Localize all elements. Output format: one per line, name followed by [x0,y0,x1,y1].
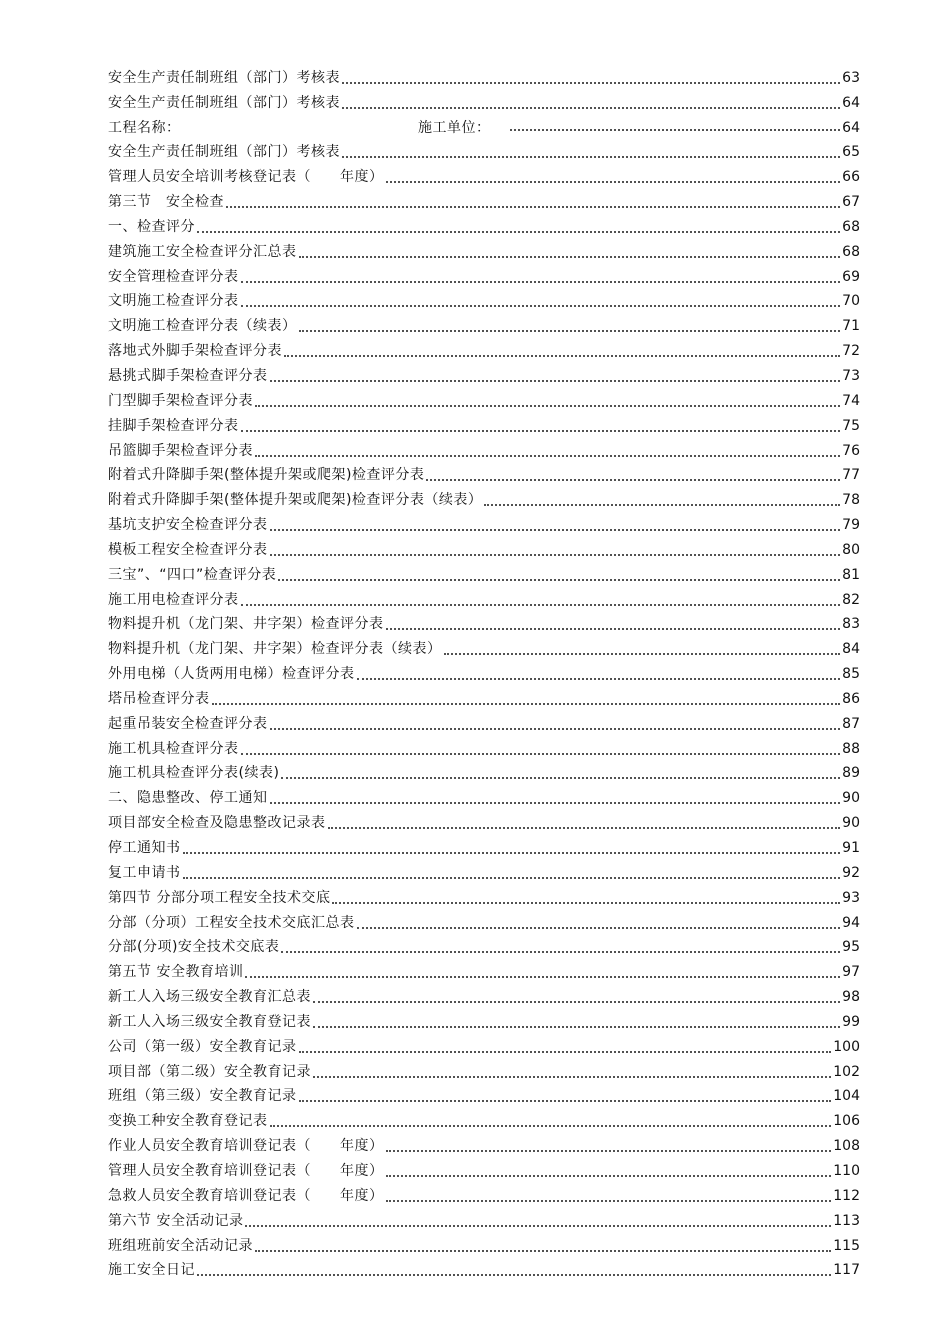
toc-entry-label: 附着式升降脚手架(整体提升架或爬架)检查评分表（续表） [108,492,483,509]
toc-entry[interactable] [108,335,860,360]
toc-entry-page-number: 112 [833,1187,860,1204]
toc-entry[interactable] [108,460,860,485]
toc-entry-page-number: 94 [842,914,860,931]
toc-entry[interactable] [108,1230,860,1255]
toc-entry[interactable] [108,1255,860,1280]
toc-entry-label: 施工用电检查评分表 [108,591,239,608]
toc-entry[interactable] [108,186,860,211]
dot-leader [241,271,841,283]
toc-entry[interactable] [108,733,860,758]
toc-entry-page-number: 95 [842,939,860,956]
dot-leader [299,1090,832,1102]
toc-entry-label: 项目部（第二级）安全教育记录 [108,1063,311,1080]
toc-entry-label: 文明施工检查评分表 [108,293,239,310]
toc-entry-page-number: 73 [842,367,860,384]
dot-leader [281,941,840,953]
dot-leader [386,618,841,630]
toc-entry-page-number: 66 [842,169,860,186]
dot-leader [241,295,841,307]
dot-leader [386,1140,832,1152]
dot-leader [342,72,840,84]
toc-entry-label: 安全生产责任制班组（部门）考核表 [108,94,340,111]
toc-entry-page-number: 83 [842,616,860,633]
toc-entry-label: 分部(分项)安全技术交底表 [108,939,280,956]
toc-entry-label: 班组（第三级）安全教育记录 [108,1088,297,1105]
toc-entry-page-number: 65 [842,144,860,161]
toc-entry-page-number: 80 [842,541,860,558]
toc-entry-label: 施工安全日记 [108,1262,195,1279]
dot-leader [270,718,841,730]
dot-leader [270,519,841,531]
dot-leader [183,842,841,854]
toc-entry-label: 复工申请书 [108,864,181,881]
dot-leader [255,395,840,407]
toc-entry[interactable] [108,211,860,236]
toc-entry[interactable] [108,236,860,261]
toc-entry[interactable] [108,758,860,783]
toc-entry[interactable] [108,87,860,112]
toc-entry-page-number: 79 [842,517,860,534]
toc-entry-label: 停工通知书 [108,840,181,856]
toc-entry-label: 公司（第一级）安全教育记录 [108,1038,297,1055]
toc-entry[interactable] [108,584,860,609]
toc-entry[interactable] [108,1031,860,1056]
toc-entry-page-number: 113 [833,1212,860,1229]
dot-leader [278,569,840,581]
toc-entry[interactable] [108,360,860,385]
toc-entry[interactable] [108,1130,860,1155]
dot-leader [270,792,841,804]
toc-entry-page-number: 75 [842,417,860,434]
toc-entry-page-number: 74 [842,392,860,409]
toc-entry[interactable] [108,658,860,683]
toc-entry-label: 分部（分项）工程安全技术交底汇总表 [108,914,355,931]
toc-entry-label: 第五节 安全教育培训 [108,964,244,981]
dot-leader [484,494,840,506]
toc-entry[interactable] [108,286,860,311]
toc-entry-label: 安全生产责任制班组（部门）考核表 [108,69,340,86]
toc-entry[interactable] [108,509,860,534]
project-name-label: 工程名称： [108,119,181,136]
dot-leader [426,469,840,481]
toc-entry-page-number: 97 [842,964,860,981]
toc-entry[interactable] [108,633,860,658]
toc-entry[interactable] [108,161,860,186]
toc-entry-label: 第三节 安全检查 [108,194,224,211]
toc-entry-page-number: 67 [842,194,860,211]
dot-leader [386,1190,832,1202]
toc-entry-label: 基坑支护安全检查评分表 [108,517,268,534]
dot-leader [255,1240,831,1252]
dot-leader [270,370,841,382]
dot-leader [241,594,841,606]
dot-leader [255,445,840,457]
toc-entry-label: 作业人员安全教育培训登记表（ 年度） [108,1138,384,1155]
toc-entry-label: 起重吊装安全检查评分表 [108,715,268,732]
toc-entry[interactable] [108,832,860,857]
dot-leader [328,817,841,829]
toc-entry[interactable] [108,609,860,634]
toc-entry-page-number: 64 [842,119,860,136]
toc-entry-page-number: 70 [842,293,860,310]
toc-entry[interactable] [108,683,860,708]
dot-leader [281,767,840,779]
toc-entry-label: 模板工程安全检查评分表 [108,541,268,558]
toc-entry-label: 急救人员安全教育培训登记表（ 年度） [108,1187,384,1204]
toc-entry-label: 文明施工检查评分表（续表） [108,318,297,335]
toc-entry-page-number: 100 [833,1038,860,1055]
dot-leader [510,119,840,131]
toc-entry-page-number: 88 [842,740,860,757]
toc-entry-label: 挂脚手架检查评分表 [108,417,239,434]
toc-entry[interactable] [108,484,860,509]
toc-entry[interactable] [108,261,860,286]
toc-entry-page-number: 71 [842,318,860,335]
toc-entry[interactable] [108,534,860,559]
dot-leader [386,1165,832,1177]
toc-entry-label: 悬挑式脚手架检查评分表 [108,367,268,384]
toc-entry[interactable] [108,435,860,460]
toc-entry-label [108,119,842,137]
construction-unit-label: 施工单位： [418,119,491,136]
toc-entry[interactable] [108,956,860,981]
dot-leader [284,345,840,357]
toc-entry-label: 门型脚手架检查评分表 [108,392,253,409]
toc-entry[interactable] [108,385,860,410]
toc-entry-page-number: 82 [842,591,860,608]
toc-entry-page-number: 99 [842,1013,860,1030]
toc-entry-page-number: 98 [842,989,860,1006]
toc-entry-label: 落地式外脚手架检查评分表 [108,343,282,360]
toc-entry-page-number: 90 [842,815,860,832]
toc-entry-label: 第四节 分部分项工程安全技术交底 [108,889,331,906]
toc-entry[interactable] [108,907,860,932]
toc-entry-page-number: 78 [842,492,860,509]
toc-entry-label: 外用电梯（人货两用电梯）检查评分表 [108,666,355,683]
toc-entry-page-number: 91 [842,840,860,856]
toc-entry-label: 变换工种安全教育登记表 [108,1113,268,1130]
dot-leader [313,1016,840,1028]
dot-leader [357,668,841,680]
toc-entry-page-number: 89 [842,765,860,782]
toc-entry-page-number: 77 [842,467,860,484]
toc-entry-label: 塔吊检查评分表 [108,690,210,707]
toc-entry-page-number: 110 [833,1162,860,1179]
toc-entry-page-number: 108 [833,1138,860,1155]
toc-entry[interactable] [108,857,860,882]
toc-entry-label: 班组班前安全活动记录 [108,1237,253,1254]
toc-entry-page-number: 68 [842,243,860,260]
toc-entry-page-number: 115 [833,1237,860,1254]
dot-leader [197,1264,831,1276]
table-of-contents [108,62,860,1279]
toc-entry[interactable] [108,310,860,335]
dot-leader [183,867,841,879]
toc-entry[interactable] [108,782,860,807]
toc-entry-label: 管理人员安全教育培训登记表（ 年度） [108,1162,384,1179]
dot-leader [386,171,841,183]
toc-entry-label: 管理人员安全培训考核登记表（ 年度） [108,169,384,186]
toc-entry[interactable] [108,708,860,733]
toc-entry-page-number: 81 [842,566,860,583]
toc-entry-page-number: 87 [842,715,860,732]
toc-entry[interactable] [108,1205,860,1230]
toc-entry-label: 一、检查评分 [108,218,195,235]
toc-entry-page-number: 85 [842,666,860,683]
toc-entry-label: 建筑施工安全检查评分汇总表 [108,243,297,260]
toc-entry[interactable] [108,112,860,137]
toc-entry-page-number: 63 [842,69,860,86]
toc-entry-page-number: 76 [842,442,860,459]
dot-leader [313,1066,831,1078]
toc-entry[interactable] [108,1180,860,1205]
toc-entry-label: 三宝”、“四口”检查评分表 [108,566,277,583]
dot-leader [299,246,841,258]
toc-entry-page-number: 93 [842,889,860,906]
dot-leader [241,420,841,432]
dot-leader [197,221,840,233]
toc-entry-label: 物料提升机（龙门架、井字架）检查评分表 [108,616,384,633]
toc-entry[interactable] [108,882,860,907]
toc-entry-page-number: 84 [842,641,860,658]
toc-entry[interactable] [108,1155,860,1180]
toc-entry[interactable] [108,137,860,162]
toc-entry[interactable] [108,1081,860,1106]
toc-entry-page-number: 86 [842,690,860,707]
toc-entry-label: 安全生产责任制班组（部门）考核表 [108,144,340,161]
toc-entry-page-number: 68 [842,218,860,235]
dot-leader [299,320,841,332]
dot-leader [342,97,840,109]
toc-entry-label: 项目部安全检查及隐患整改记录表 [108,815,326,832]
toc-entry-page-number: 69 [842,268,860,285]
toc-entry-page-number: 90 [842,790,860,807]
toc-entry-label: 吊篮脚手架检查评分表 [108,442,253,459]
dot-leader [332,892,840,904]
toc-entry-page-number: 72 [842,343,860,360]
toc-entry[interactable] [108,807,860,832]
toc-entry-page-number: 64 [842,94,860,111]
toc-entry-label: 新工人入场三级安全教育汇总表 [108,989,311,1006]
toc-entry-label: 第六节 安全活动记录 [108,1212,244,1229]
toc-entry[interactable] [108,1056,860,1081]
toc-entry[interactable] [108,410,860,435]
dot-leader [342,146,840,158]
dot-leader [245,966,840,978]
dot-leader [299,1041,832,1053]
toc-entry-label: 二、隐患整改、停工通知 [108,790,268,807]
toc-entry-page-number: 104 [833,1088,860,1105]
dot-leader [444,643,841,655]
toc-entry-page-number: 92 [842,864,860,881]
dot-leader [245,1215,831,1227]
toc-entry[interactable] [108,981,860,1006]
toc-entry-label: 安全管理检查评分表 [108,268,239,285]
dot-leader [313,991,840,1003]
toc-entry[interactable] [108,1105,860,1130]
toc-entry-label: 新工人入场三级安全教育登记表 [108,1013,311,1030]
dot-leader [357,917,841,929]
toc-entry-label: 施工机具检查评分表(续表) [108,765,280,782]
toc-entry-label: 施工机具检查评分表 [108,740,239,757]
toc-entry-label: 附着式升降脚手架(整体提升架或爬架)检查评分表 [108,467,425,484]
dot-leader [270,1115,832,1127]
toc-entry[interactable] [108,62,860,87]
toc-entry-page-number: 102 [833,1063,860,1080]
toc-entry-page-number: 106 [833,1113,860,1130]
dot-leader [270,544,841,556]
toc-entry-label: 物料提升机（龙门架、井字架）检查评分表（续表） [108,641,442,658]
dot-leader [226,196,840,208]
toc-entry[interactable] [108,1006,860,1031]
toc-entry-page-number: 117 [833,1262,860,1279]
toc-entry[interactable] [108,932,860,957]
dot-leader [241,743,841,755]
dot-leader [212,693,841,705]
toc-entry[interactable] [108,559,860,584]
